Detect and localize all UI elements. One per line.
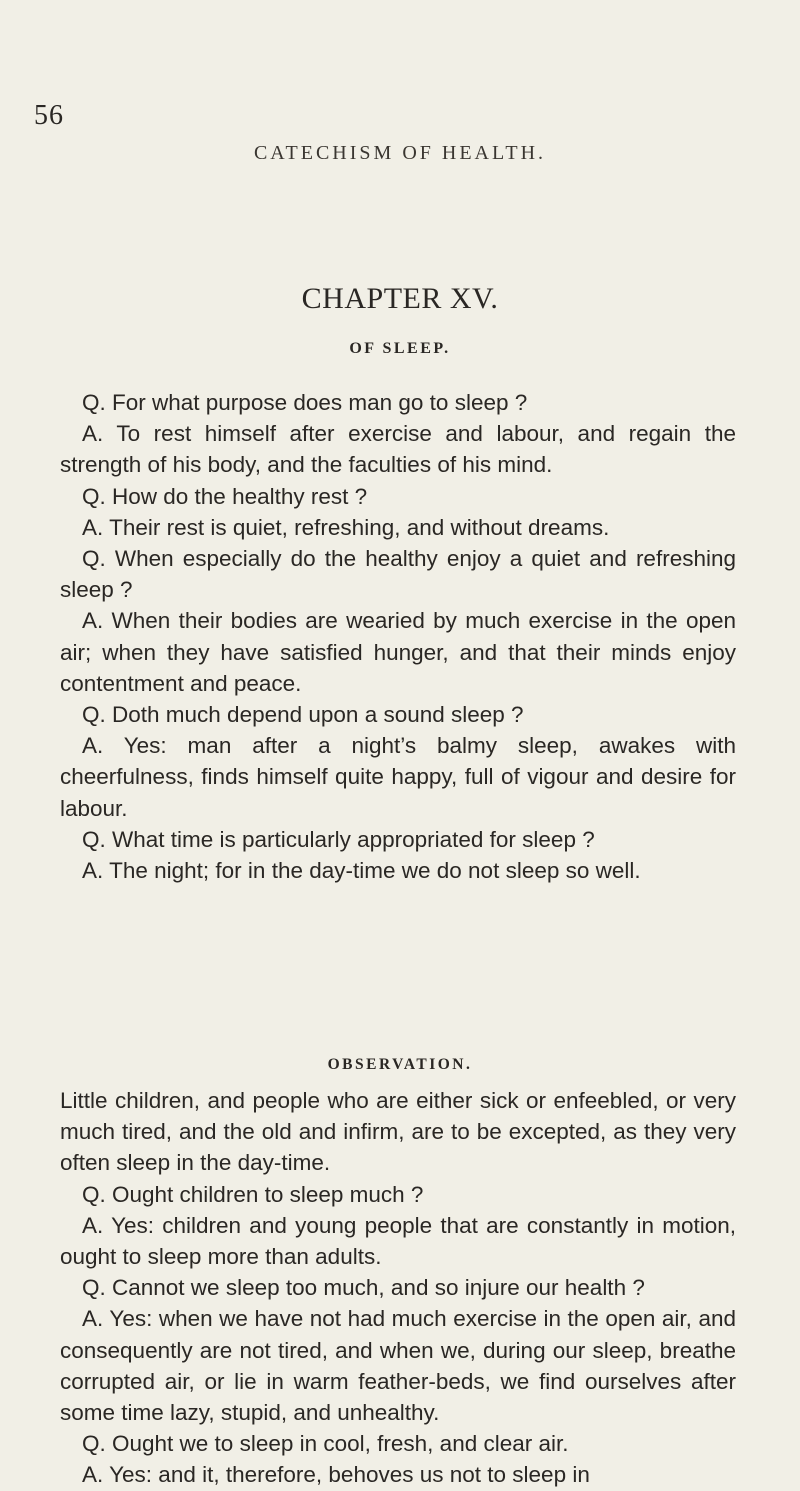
body-text-continued (60, 1085, 736, 1491)
body-text (60, 387, 736, 886)
observation-text: Little children, and people who are either sick or enfeebled, or very much tired, and the old and infirm, are to be excepted, as they very often sleep in the day-time. (60, 1088, 736, 1176)
paragraph: Q. What time is particularly appropriated for sleep ? (82, 826, 595, 852)
paragraph: Q. How do the healthy rest ? (82, 483, 368, 509)
paragraph: A. Their rest is quiet, refreshing, and without dreams. (82, 514, 610, 540)
paragraph: Q. Ought we to sleep in cool, fresh, and clear air. (82, 1431, 569, 1457)
paragraph: A. The night; for in the day-time we do not sleep so well. (82, 858, 641, 884)
observation-title: OBSERVATION. (327, 1056, 473, 1073)
paragraph: A. Yes: and it, therefore, behoves us not to sleep in (82, 1462, 590, 1488)
paragraph: Q. Doth much depend upon a sound sleep ? (82, 702, 524, 728)
paragraph: A. Yes: when we have not had much exercise in the open air, and consequently are not tired, and when we, during our sleep, breathe corrupted air, or lie in warm feather-beds, we find ourselves after some time lazy, stupid, and unhealthy. (60, 1306, 736, 1426)
paragraph: A. To rest himself after exercise and labour, and regain the strength of his body, and the faculties of his mind. (60, 421, 736, 478)
page-number: 56 (34, 100, 64, 131)
chapter-title: CHAPTER XV. (301, 282, 499, 315)
paragraph: A. Yes: man after a night’s balmy sleep, awakes with cheerfulness, finds himself quite happy, full of vigour and desire for labour. (60, 733, 736, 821)
paragraph: Q. For what purpose does man go to sleep ? (82, 390, 528, 415)
paragraph: A. Yes: children and young people that are constantly in motion, ought to sleep more than adults. (60, 1212, 736, 1270)
running-head: CATECHISM OF HEALTH. (253, 142, 547, 164)
paragraph: Q. Ought children to sleep much ? (82, 1181, 424, 1207)
paragraph: A. When their bodies are wearied by much exercise in the open air; when they have satisfied hunger, and that their minds enjoy contentment and peace. (60, 608, 736, 696)
paragraph: Q. When especially do the healthy enjoy a quiet and refreshing sleep ? (60, 546, 736, 603)
section-title: OF SLEEP. (349, 340, 451, 357)
paragraph: Q. Cannot we sleep too much, and so injure our health ? (82, 1275, 645, 1301)
